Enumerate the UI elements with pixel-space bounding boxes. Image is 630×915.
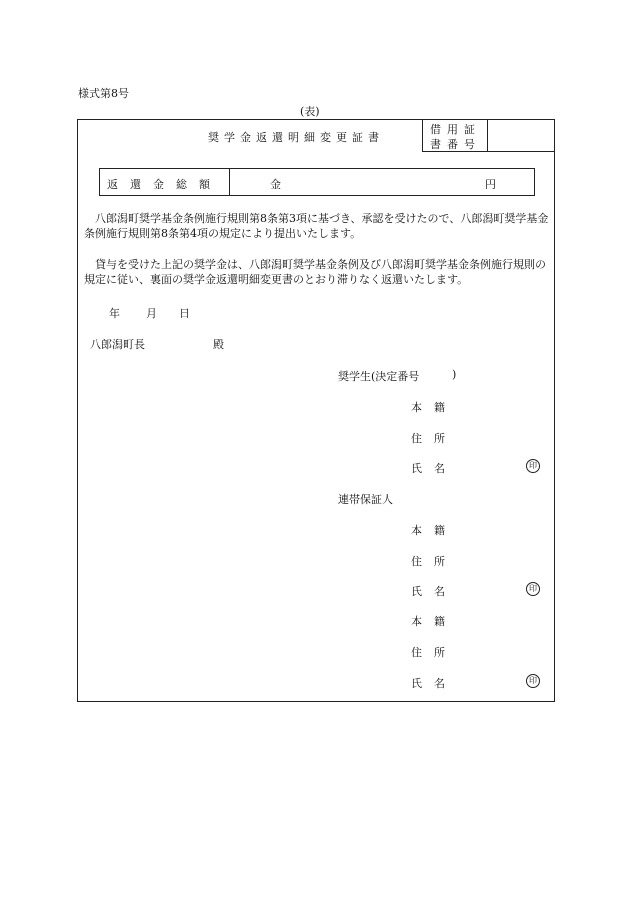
divider — [229, 168, 230, 196]
cert-number-label-line2: 書番号 — [430, 138, 481, 151]
student-label-close: ) — [452, 368, 457, 381]
form-side-label: (表) — [300, 105, 320, 118]
student-jusho-label: 住所 — [411, 432, 457, 445]
total-amount-label: 返還金総額 — [107, 178, 222, 191]
document-title: 奨学金返還明細変更証書 — [208, 131, 384, 144]
total-amount-field[interactable] — [290, 170, 470, 194]
guarantor1-shimei-label: 氏名 — [411, 585, 457, 598]
paragraph-repayment: 貸与を受けた上記の奨学金は、八郎潟町奨学基金条例及び八郎潟町奨学基金条例施行規則の規定に従い、裏面の奨学金返還明細変更書のとおり滞りなく返還いたします。 — [84, 258, 546, 286]
student-honseki-label: 本籍 — [411, 401, 457, 414]
seal-icon: 印 — [526, 459, 540, 473]
guarantor2-jusho-label: 住所 — [411, 646, 457, 659]
date-year: 年 — [109, 307, 120, 320]
guarantor2-honseki-label: 本籍 — [411, 615, 457, 628]
total-amount-kin: 金 — [270, 178, 281, 191]
guarantor-label: 連帯保証人 — [338, 493, 393, 506]
paragraph-submission: 八郎潟町奨学基金条例施行規則第8条第3項に基づき、承認を受けたので、八郎潟町奨学基金条例施行規則第8条第4項の規定により提出いたします。 — [84, 212, 549, 240]
divider — [487, 119, 488, 152]
cert-number-field[interactable] — [490, 124, 552, 148]
guarantor1-honseki-label: 本籍 — [411, 524, 457, 537]
seal-icon: 印 — [526, 674, 540, 688]
date-day: 日 — [179, 307, 190, 320]
divider — [422, 119, 423, 152]
guarantor1-jusho-label: 住所 — [411, 555, 457, 568]
document-frame — [77, 119, 555, 702]
student-label: 奨学生(決定番号 — [338, 370, 420, 383]
date-month: 月 — [146, 307, 157, 320]
cert-number-label-line1: 借用証 — [430, 123, 481, 136]
seal-icon: 印 — [526, 582, 540, 596]
student-shimei-label: 氏名 — [411, 462, 457, 475]
honorific: 殿 — [213, 338, 224, 351]
guarantor2-shimei-label: 氏名 — [411, 677, 457, 690]
total-amount-yen: 円 — [485, 178, 496, 191]
addressee: 八郎潟町長 — [90, 338, 145, 351]
form-number: 様式第8号 — [78, 87, 129, 100]
